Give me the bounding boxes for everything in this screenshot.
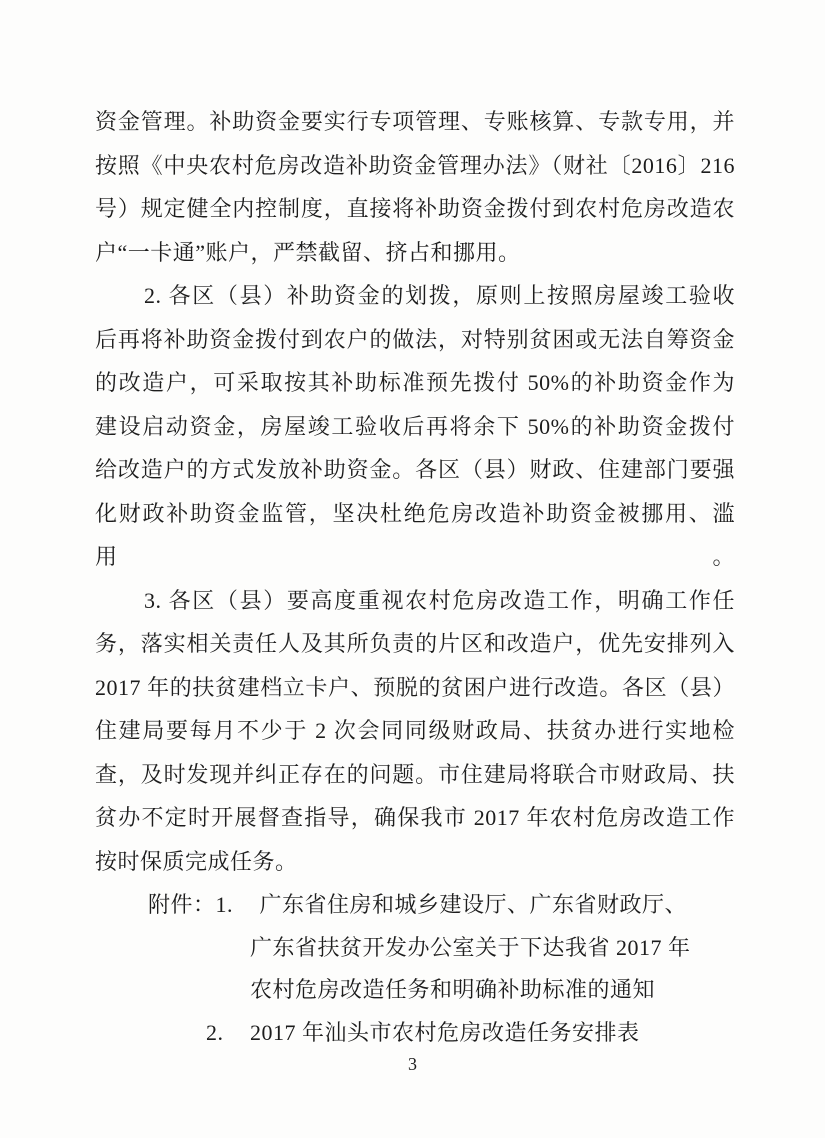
attachment-item-text: 2017 年汕头市农村危房改造任务安排表 bbox=[250, 1019, 640, 1045]
body-line: 建设启动资金，房屋竣工验收后再将余下 50%的补助资金拨付 bbox=[95, 413, 735, 439]
body-line: 后再将补助资金拨付到农户的做法，对特别贫困或无法自筹资金 bbox=[95, 326, 735, 352]
attachment-item-text: 农村危房改造任务和明确补助标准的通知 bbox=[250, 977, 656, 1002]
body-line: 3. 各区（县）要高度重视农村危房改造工作，明确工作任 bbox=[144, 587, 735, 613]
body-line: 化财政补助资金监管，坚决杜绝危房改造补助资金被挪用、滥用。 bbox=[95, 500, 735, 569]
body-line: 查，及时发现并纠正存在的问题。市住建局将联合市财政局、扶 bbox=[95, 761, 735, 787]
body-line: 给改造户的方式发放补助资金。各区（县）财政、住建部门要强 bbox=[95, 457, 735, 482]
body-line: 按时保质完成任务。 bbox=[95, 848, 298, 874]
body-line: 资金管理。补助资金要实行专项管理、专账核算、专款专用，并 bbox=[95, 109, 735, 134]
body-line: 2017 年的扶贫建档立卡户、预脱的贫困户进行改造。各区（县） bbox=[95, 674, 735, 700]
body-line: 户“一卡通”账户，严禁截留、挤占和挪用。 bbox=[95, 239, 521, 265]
body-line: 住建局要每月不少于 2 次会同同级财政局、扶贫办进行实地检 bbox=[95, 718, 735, 743]
body-text bbox=[95, 100, 735, 883]
attachment-item-text: 广东省扶贫开发办公室关于下达我省 2017 年 bbox=[250, 934, 691, 960]
body-line: 贫办不定时开展督查指导，确保我市 2017 年农村危房改造工作 bbox=[95, 805, 735, 830]
body-line: 按照《中央农村危房改造补助资金管理办法》（财社〔2016〕216 bbox=[95, 152, 735, 178]
attachment-line bbox=[0, 1012, 825, 1055]
attachment-item-text: 广东省住房和城乡建设厅、广东省财政厅、 bbox=[259, 892, 688, 917]
attachments-section bbox=[0, 884, 825, 1054]
body-line: 的改造户，可采取按其补助标准预先拨付 50%的补助资金作为 bbox=[95, 370, 735, 395]
body-line: 号）规定健全内控制度，直接将补助资金拨付到农村危房改造农 bbox=[95, 196, 735, 221]
body-line: 2. 各区（县）补助资金的划拨，原则上按照房屋竣工验收 bbox=[144, 283, 735, 308]
attachment-line bbox=[0, 884, 825, 927]
page-number: 3 bbox=[408, 1054, 417, 1074]
attachment-line bbox=[0, 969, 825, 1012]
attachment-item-number: 2. bbox=[206, 1019, 224, 1045]
attachment-item-number: 1. bbox=[215, 892, 234, 917]
attachment-line bbox=[0, 927, 825, 970]
attachments-label: 附件： bbox=[148, 892, 216, 917]
body-line: 务，落实相关责任人及其所负责的片区和改造户，优先安排列入 bbox=[95, 631, 735, 656]
